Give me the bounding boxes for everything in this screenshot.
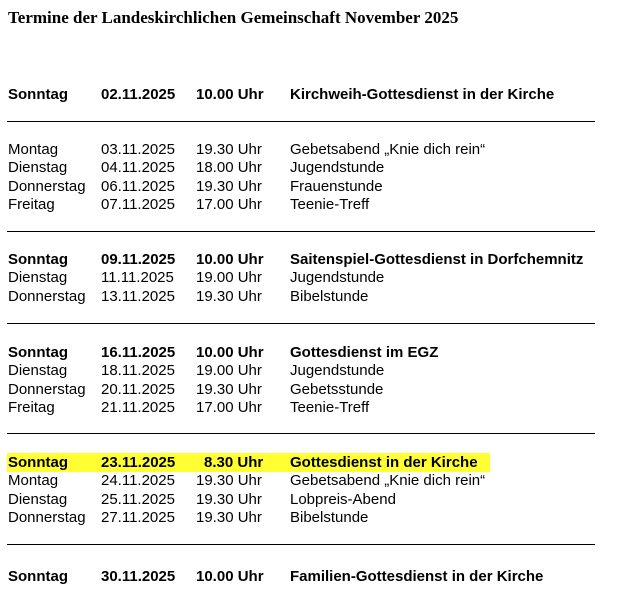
schedule-event: Gebetsstunde [290,381,384,398]
schedule-day: Dienstag [8,159,68,176]
schedule-date: 25.11.2025 [101,491,175,508]
schedule-time: 10.00 Uhr [196,251,264,268]
schedule-date: 20.11.2025 [101,381,175,398]
schedule-time: 19.30 Uhr [196,178,262,195]
schedule-date: 11.11.2025 [101,269,174,286]
schedule-date: 18.11.2025 [101,362,175,379]
schedule-time: 10.00 Uhr [196,86,264,103]
schedule-time: 19.30 Uhr [196,509,262,526]
schedule-time: 19.30 Uhr [196,491,262,508]
schedule-event: Gebetsabend „Knie dich rein“ [290,472,486,489]
schedule-event: Teenie-Treff [290,399,370,416]
schedule-time: 19.30 Uhr [196,381,262,398]
schedule-day: Freitag [8,399,55,416]
schedule-day: Dienstag [8,362,68,379]
schedule-time: 18.00 Uhr [196,159,262,176]
schedule-event: Bibelstunde [290,509,369,526]
schedule-date: 16.11.2025 [101,344,176,361]
schedule-event: Jugendstunde [290,269,385,286]
schedule-event: Kirchweih-Gottesdienst in der Kirche [290,86,555,103]
schedule-date: 13.11.2025 [101,288,175,305]
schedule-date: 09.11.2025 [101,251,176,268]
schedule-event: Frauenstunde [290,178,383,195]
schedule-day: Sonntag [8,568,68,585]
schedule-event: Gottesdienst im EGZ [290,344,439,361]
schedule-time: 17.00 Uhr [196,196,262,213]
schedule-date: 23.11.2025 [101,454,176,471]
schedule-event: Gebetsabend „Knie dich rein“ [290,141,486,158]
schedule-time: 8.30 Uhr [204,454,264,471]
schedule-day: Sonntag [8,454,68,471]
schedule-day: Sonntag [8,86,68,103]
schedule-event: Teenie-Treff [290,196,370,213]
divider-line [7,121,595,122]
schedule-date: 03.11.2025 [101,141,175,158]
schedule-day: Sonntag [8,251,68,268]
schedule-time: 19.00 Uhr [196,269,262,286]
schedule-time: 17.00 Uhr [196,399,262,416]
schedule-day: Donnerstag [8,509,86,526]
schedule-day: Montag [8,141,59,158]
schedule-time: 10.00 Uhr [196,344,264,361]
schedule-date: 21.11.2025 [101,399,175,416]
schedule-time: 19.30 Uhr [196,472,262,489]
schedule-time: 19.30 Uhr [196,141,262,158]
divider-line [7,231,595,232]
schedule-day: Dienstag [8,491,68,508]
schedule-event: Saitenspiel-Gottesdienst in Dorfchemnitz [290,251,584,268]
divider-line [7,544,595,545]
schedule-day: Sonntag [8,344,68,361]
schedule-day: Dienstag [8,269,68,286]
schedule-date: 27.11.2025 [101,509,175,526]
divider-line [7,433,595,434]
schedule-date: 07.11.2025 [101,196,175,213]
schedule-time: 19.30 Uhr [196,288,262,305]
schedule-event: Bibelstunde [290,288,369,305]
schedule-date: 30.11.2025 [101,568,176,585]
schedule-event: Gottesdienst in der Kirche [290,454,478,471]
schedule-date: 02.11.2025 [101,86,176,103]
schedule-day: Donnerstag [8,288,86,305]
schedule-event: Jugendstunde [290,159,385,176]
divider-line [7,323,595,324]
schedule-date: 04.11.2025 [101,159,175,176]
schedule-event: Lobpreis-Abend [290,491,396,508]
schedule-event: Jugendstunde [290,362,385,379]
schedule-day: Freitag [8,196,55,213]
page-title: Termine der Landeskirchlichen Gemeinschaft November 2025 [8,8,459,27]
schedule-time: 10.00 Uhr [196,568,264,585]
schedule-day: Donnerstag [8,381,86,398]
schedule-date: 06.11.2025 [101,178,175,195]
schedule-date: 24.11.2025 [101,472,175,489]
schedule-event: Familien-Gottesdienst in der Kirche [290,568,544,585]
schedule-day: Montag [8,472,59,489]
schedule-time: 19.00 Uhr [196,362,262,379]
schedule-day: Donnerstag [8,178,86,195]
